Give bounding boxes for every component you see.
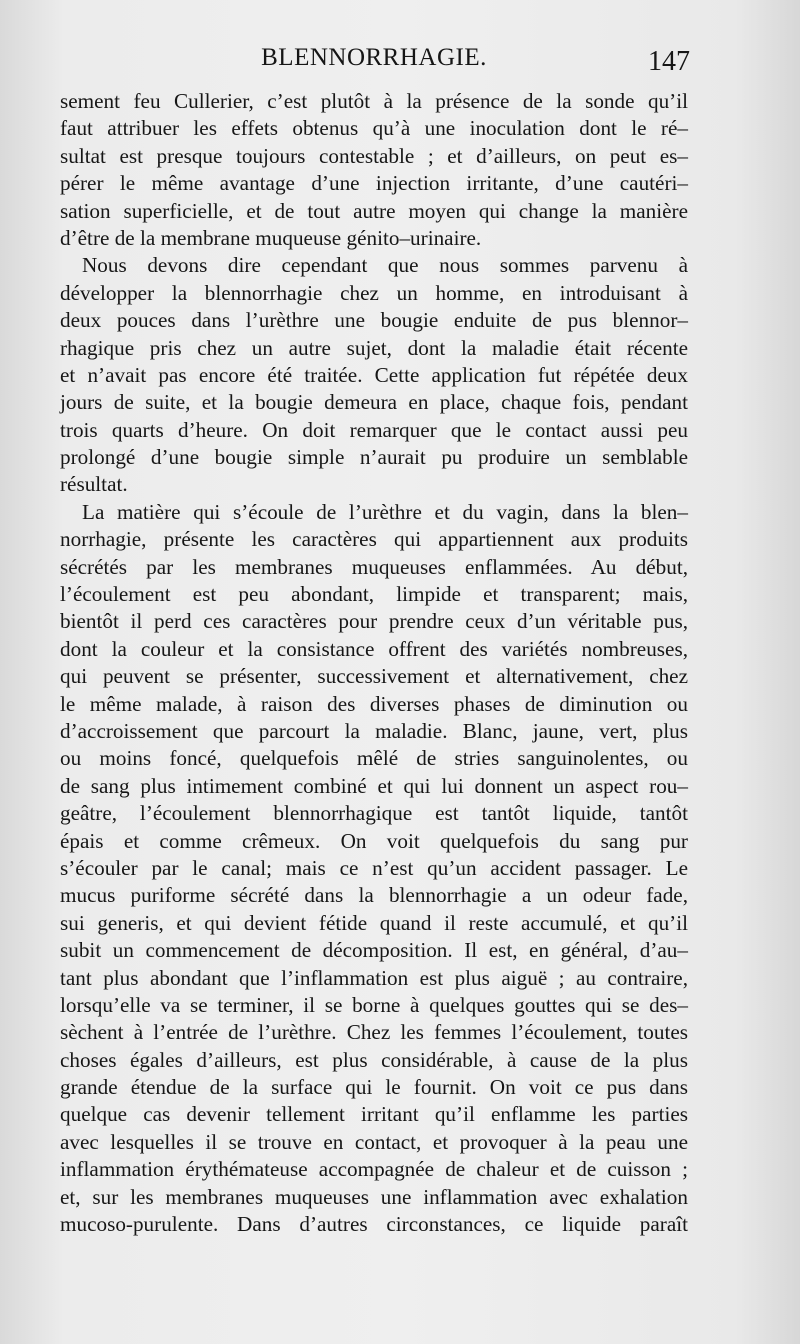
text-line: et n’avait pas encore été traitée. Cette application fut répétée deux — [60, 362, 688, 387]
text-line: développer la blennorrhagie chez un homme, en introduisant à — [60, 280, 688, 305]
text-line: lorsqu’elle va se terminer, il se borne à quelques gouttes qui se des– — [60, 992, 688, 1017]
text-line: tant plus abondant que l’inflammation est plus aiguë ; au contraire, — [60, 965, 688, 990]
text-line: quelque cas devenir tellement irritant qu’il enflamme les parties — [60, 1102, 688, 1127]
paragraph-2 — [60, 252, 688, 499]
text-line: d’être de la membrane muqueuse génito–urinaire. — [60, 225, 482, 250]
text-line: faut attribuer les effets obtenus qu’à une inoculation dont le ré– — [60, 116, 688, 141]
text-line: prolongé d’une bougie simple n’aurait pu produire un semblable — [60, 445, 688, 470]
text-line: avec lesquelles il se trouve en contact, et provoquer à la peau une — [60, 1129, 688, 1154]
text-line: sui generis, et qui devient fétide quand il reste accumulé, et qu’il — [60, 910, 688, 935]
text-line: d’accroissement que parcourt la maladie. Blanc, jaune, vert, plus — [60, 718, 688, 743]
text-line: le même malade, à raison des diverses phases de diminution ou — [60, 691, 688, 716]
running-title: BLENNORRHAGIE. — [261, 44, 487, 71]
text-line: de sang plus intimement combiné et qui lui donnent un aspect rou– — [60, 773, 688, 798]
text-line: deux pouces dans l’urèthre une bougie enduite de pus blennor– — [60, 308, 688, 333]
text-line: trois quarts d’heure. On doit remarquer que le contact aussi peu — [60, 417, 688, 442]
text-line: norrhagie, présente les caractères qui appartiennent aux produits — [60, 527, 688, 552]
text-line: geâtre, l’écoulement blennorrhagique est tantôt liquide, tantôt — [60, 801, 688, 826]
text-line: sement feu Cullerier, c’est plutôt à la présence de la sonde qu’il — [60, 89, 688, 113]
page-number: 147 — [648, 46, 690, 77]
text-line: sèchent à l’entrée de l’urèthre. Chez les femmes l’écoulement, toutes — [60, 1020, 688, 1045]
text-line: rhagique pris chez un autre sujet, dont la maladie était récente — [60, 335, 688, 360]
text-line: sécrétés par les membranes muqueuses enflammées. Au début, — [60, 554, 688, 579]
text-line: mucoso-purulente. Dans d’autres circonstances, ce liquide paraît — [60, 1212, 688, 1237]
text-line: l’écoulement est peu abondant, limpide et transparent; mais, — [60, 582, 688, 607]
text-line: grande étendue de la surface qui le fournit. On voit ce pus dans — [60, 1075, 688, 1100]
text-line: pérer le même avantage d’une injection irritante, d’une cautéri– — [60, 171, 688, 196]
text-line: La matière qui s’écoule de l’urèthre et du vagin, dans la blen– — [82, 499, 688, 524]
paragraph-3 — [60, 499, 688, 1239]
text-line: Nous devons dire cependant que nous sommes parvenu à — [82, 253, 688, 278]
text-line: dont la couleur et la consistance offrent des variétés nombreuses, — [60, 636, 688, 661]
text-line: choses égales d’ailleurs, est plus considérable, à cause de la plus — [60, 1047, 688, 1072]
text-line: sultat est presque toujours contestable ; et d’ailleurs, on peut es– — [60, 143, 688, 168]
text-line: sation superficielle, et de tout autre moyen qui change la manière — [60, 198, 688, 223]
text-line: subit un commencement de décomposition. Il est, en général, d’au– — [60, 938, 688, 963]
text-line: ou moins foncé, quelquefois mêlé de stries sanguinolentes, ou — [60, 746, 688, 771]
text-line: mucus puriforme sécrété dans la blennorrhagie a un odeur fade, — [60, 883, 688, 908]
page-header — [58, 44, 690, 84]
text-line: s’écouler par le canal; mais ce n’est qu’un accident passager. Le — [60, 855, 688, 880]
text-line: bientôt il perd ces caractères pour prendre ceux d’un véritable pus, — [60, 609, 688, 634]
text-line: inflammation érythémateuse accompagnée de chaleur et de cuisson ; — [60, 1157, 688, 1182]
text-line: résultat. — [60, 472, 128, 497]
text-line: et, sur les membranes muqueuses une inflammation avec exhalation — [60, 1184, 688, 1209]
text-line: jours de suite, et la bougie demeura en place, chaque fois, pendant — [60, 390, 688, 415]
body-text — [60, 88, 688, 1238]
text-line: qui peuvent se présenter, successivement et alternativement, chez — [60, 664, 688, 689]
paragraph-1 — [60, 88, 688, 252]
text-line: épais et comme crêmeux. On voit quelquefois du sang pur — [60, 828, 688, 853]
